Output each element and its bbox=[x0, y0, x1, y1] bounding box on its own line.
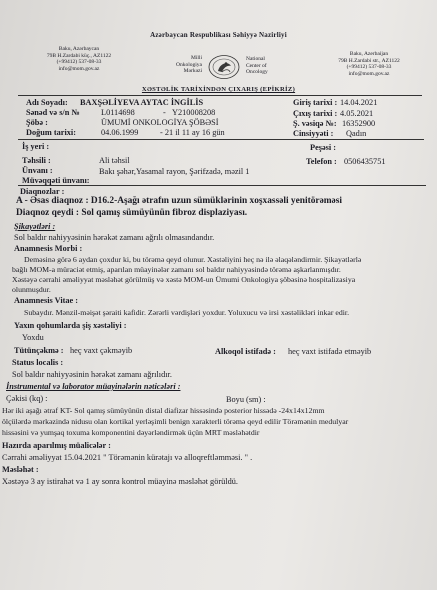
admission-label: Giriş tarixi : bbox=[293, 98, 338, 107]
workplace-label: İş yeri : bbox=[22, 142, 50, 151]
logo-emblem-icon bbox=[205, 54, 243, 80]
address-value: Bakı şəhər,Yasamal rayon, Şərifzadə, məzil 1 bbox=[99, 167, 250, 176]
department-value: ÜMUMİ ONKOLOGİYA ŞÖBƏSİ bbox=[101, 118, 219, 127]
patient-divider bbox=[18, 139, 424, 140]
recommendation-text: Xəstəyə 3 ay istirahət və 1 ay sonra kontrol müayinə məsləhət görüldü. bbox=[2, 477, 238, 486]
investigations-heading: İnstrumental və laborator müayinələrin nəticələri : bbox=[6, 382, 181, 391]
doc-no-separator: - bbox=[163, 108, 166, 117]
investigation-line: Hər iki aşağı ətraf KT- Sol qamış sümüyünün distal diafizar hissəsində posterior hissədə -24x14x12mm bbox=[2, 406, 325, 415]
investigation-line: hissəsini və yumşaq toxuma komponentini dəyərləndirmək üçün MRT məsləhətdir bbox=[2, 428, 260, 437]
complaints-heading: Şikayətləri : bbox=[14, 222, 56, 231]
alcohol-value: heç vaxt istifadə etməyib bbox=[288, 347, 372, 356]
anamnesis-morbi-line: olunmuşdur. bbox=[12, 285, 51, 294]
birth-date-value: 04.06.1999 bbox=[101, 128, 139, 137]
address-right bbox=[327, 51, 411, 77]
relatives-heading: Yaxın qohumlarda şiş xəstəliyi : bbox=[14, 321, 127, 330]
doc-no-value: L0114698 bbox=[101, 108, 135, 117]
treatment-heading: Hazırda aparılmış müalicələr : bbox=[2, 441, 111, 450]
birth-date-label: Doğum tarixi: bbox=[26, 128, 77, 137]
anamnesis-morbi-line: bağlı MOM-a müraciət etmiş, aparılan müayinələr zamanı sol baldır nahiyyəsində törəmə aşkarlanmışdır. bbox=[12, 265, 341, 274]
status-localis-heading: Status localis : bbox=[12, 358, 64, 367]
logo-text-line: National bbox=[246, 56, 265, 62]
logo-text-line: Mərkəzi bbox=[183, 68, 202, 74]
address-left-line: 79B H.Zardabi küç., AZ1122 bbox=[46, 52, 112, 59]
doc-no-value-2: Y210008208 bbox=[172, 108, 216, 117]
complaints-text: Sol baldır nahiyyəsinin hərəkət zamanı ağrılı olmasındandır. bbox=[14, 233, 215, 242]
diagnoses-heading: Diaqnozlar : bbox=[20, 187, 65, 196]
address-right-line: (+99412) 537-08-33 bbox=[346, 64, 392, 71]
relatives-value: Yoxdu bbox=[22, 333, 44, 342]
header-divider bbox=[18, 95, 422, 96]
address-left-line: (+99412) 537-08-33 bbox=[56, 59, 102, 66]
history-no-label: Ş. vəsiqə №: bbox=[293, 119, 337, 128]
smoking-label: Tütünçəkmə : bbox=[14, 346, 64, 355]
document-title: XƏSTƏLİK TARİXİNDƏN ÇIXARIŞ (EPİKRİZ) bbox=[141, 86, 296, 93]
status-localis-text: Sol baldır nahiyyəsinin hərəkət zamanı ağrılıdır. bbox=[12, 370, 172, 379]
education-value: Ali təhsil bbox=[99, 156, 130, 165]
anamnesis-morbi-heading: Anamnesis Morbi : bbox=[14, 244, 83, 253]
ministry-title: Azərbaycan Respublikası Səhiyyə Nazirliyi bbox=[150, 31, 287, 39]
logo-text-en bbox=[246, 56, 280, 76]
address-left-line: info@mom.gov.az bbox=[58, 65, 100, 72]
logo-text-az bbox=[172, 55, 202, 75]
anamnesis-vitae-heading: Anamnesis Vitae : bbox=[14, 296, 79, 305]
logo-text-line: Milli bbox=[190, 55, 202, 61]
department-label: Şöbə : bbox=[26, 118, 48, 127]
recommendation-heading: Məsləhət : bbox=[2, 465, 39, 474]
profession-label: Peşəsi : bbox=[310, 143, 337, 152]
address-label: Ünvanı : bbox=[22, 166, 53, 175]
anamnesis-morbi-line: Xəstəyə cərrahi əməliyyat məsləhət görülmüş və xəstə MOM-un Ümumi Onkologiya şöbəsinə hospitalizasiya bbox=[12, 275, 356, 284]
address-right-line: 79B H.Zardabi str., AZ1122 bbox=[338, 57, 400, 64]
discharge-label: Çıxış tarixi : bbox=[293, 109, 338, 118]
oncology-center-logo bbox=[170, 50, 280, 82]
phone-value: 0506435751 bbox=[344, 157, 386, 166]
diagnosis-note: Diaqnoz qeydi : Sol qamış sümüyünün fibroz displaziyası. bbox=[16, 208, 248, 218]
gender-value: Qadın bbox=[346, 129, 367, 138]
investigation-line: ölçülərdə mərkəzində nidusu olan kortikal yerləşimli benign xarakterli törəmə qeyd edilir Törəmənin medulyar bbox=[2, 417, 349, 426]
gender-label: Cinsiyyəti : bbox=[293, 129, 334, 138]
admission-value: 14.04.2021 bbox=[340, 98, 378, 107]
logo-text-line: Center of bbox=[246, 62, 267, 69]
education-label: Təhsili : bbox=[22, 156, 51, 165]
age-value: - 21 il 11 ay 16 gün bbox=[160, 128, 225, 137]
discharge-value: 4.05.2021 bbox=[340, 109, 374, 118]
address-left-line: Baku, Azərbaycan bbox=[58, 46, 100, 52]
address-left bbox=[38, 46, 120, 72]
address-divider bbox=[18, 185, 426, 186]
weight-label: Çəkisi (kq) : bbox=[6, 394, 48, 403]
address-right-line: Baku, Azerbaijan bbox=[349, 51, 389, 57]
height-label: Boyu (sm) : bbox=[226, 395, 266, 404]
name-value: BAXŞƏLİYEVA AYTAC İNGİLİS bbox=[80, 98, 204, 107]
treatment-text: Cərrahi əməliyyat 15.04.2021 " Törəmənin kürətajı və alloqreftləmməsi. " . bbox=[2, 453, 253, 462]
temp-address-label: Müvəqqəti ünvanı: bbox=[22, 176, 90, 185]
logo-text-line: Oncology bbox=[246, 69, 268, 75]
smoking-value: heç vaxt çəkməyib bbox=[70, 346, 133, 355]
history-no-value: 16352900 bbox=[342, 119, 376, 128]
main-diagnosis: A - Əsas diaqnoz : D16.2-Aşağı ətrafın uzun sümüklərinin xoşxassəli yenitörəməsi bbox=[16, 196, 342, 206]
anamnesis-morbi-line: Deməsinə görə 6 aydan çoxdur ki, bu törəmə qeyd olunur. Xəstəliyini heç nə ilə əlaqələndirmir. Şikayətlərlə bbox=[24, 255, 362, 264]
doc-no-label: Sənəd və s/n № bbox=[26, 108, 80, 117]
alcohol-label: Alkoqol istifadə : bbox=[215, 347, 276, 356]
address-right-line: info@mom.gov.az bbox=[348, 70, 390, 77]
anamnesis-vitae-text: Subaydır. Mənzil-məişət şəraiti kafidir. Zərərli vərdişləri yoxdur. Yoluxucu və irsi xəstəlikləri inkar edir. bbox=[24, 308, 350, 317]
name-label: Adı Soyadı: bbox=[26, 98, 68, 107]
phone-label: Telefon : bbox=[306, 157, 337, 166]
logo-text-line: Onkologiya bbox=[176, 61, 202, 68]
